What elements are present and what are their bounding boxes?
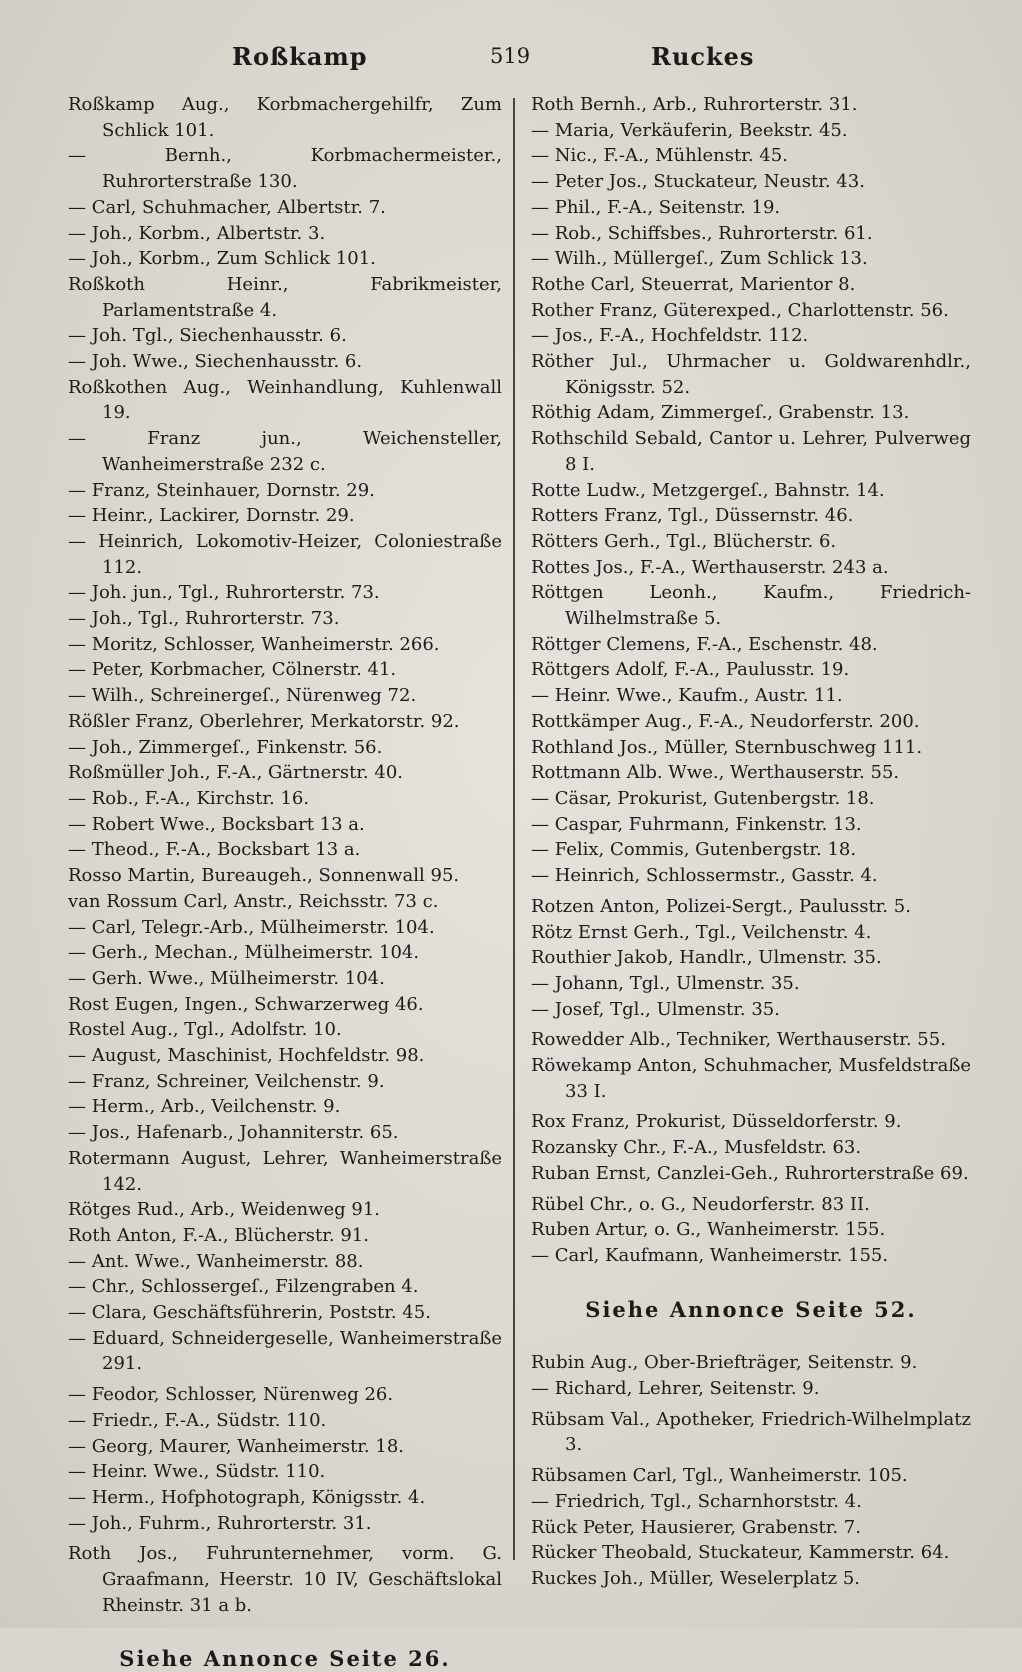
annonce-notice: Siehe Annonce Seite 26. [119, 1646, 451, 1672]
list-item: — Phil., F.-A., Seitenstr. 19. [531, 196, 781, 218]
list-item: Rotte Ludw., Metzgergeſ., Bahnstr. 14. [531, 479, 885, 501]
list-item: Rottmann Alb. Wwe., Werthauserstr. 55. [531, 762, 900, 784]
list-item: Röttgers Adolf, F.-A., Paulusstr. 19. [531, 659, 850, 681]
list-item: — Joh., Zimmergeſ., Finkenstr. 56. [68, 736, 383, 758]
list-item: — Herm., Arb., Veilchenstr. 9. [68, 1096, 341, 1118]
list-item: — Richard, Lehrer, Seitenstr. 9. [531, 1378, 820, 1400]
list-item: — Heinr., Lackirer, Dornstr. 29. [68, 505, 355, 527]
list-item: Roth Bernh., Arb., Ruhrorterstr. 31. [531, 94, 858, 115]
list-item: van Rossum Carl, Anstr., Reichsstr. 73 c. [68, 890, 439, 912]
list-item: — Felix, Commis, Gutenbergstr. 18. [531, 839, 857, 861]
list-item: Rücker Theobald, Stuckateur, Kammerstr. 64. [531, 1542, 950, 1564]
list-item: — Carl, Kaufmann, Wanheimerstr. 155. [531, 1244, 889, 1266]
annonce-notice: Siehe Annonce Seite 52. [585, 1296, 917, 1322]
list-item: — Georg, Maurer, Wanheimerstr. 18. [68, 1435, 404, 1457]
list-item: — Josef, Tgl., Ulmenstr. 35. [531, 998, 780, 1020]
list-item: Rotermann August, Lehrer, Wanheimerstraße 142. [68, 1147, 502, 1195]
list-item: Rück Peter, Hausierer, Grabenstr. 7. [531, 1516, 861, 1538]
right-column [531, 92, 971, 1592]
list-item: — Feodor, Schlosser, Nürenweg 26. [68, 1384, 394, 1406]
list-item: — Franz, Schreiner, Veilchenstr. 9. [68, 1070, 385, 1092]
list-item: — Caspar, Fuhrmann, Finkenstr. 13. [531, 813, 862, 835]
list-item: Rübel Chr., o. G., Neudorferstr. 83 II. [531, 1193, 870, 1215]
list-item: — Herm., Hofphotograph, Königsstr. 4. [68, 1486, 426, 1508]
list-item: Roßkamp Aug., Korbmachergehilfr, Zum Schlick 101. [68, 94, 502, 141]
list-item: — Rob., F.-A., Kirchstr. 16. [68, 787, 310, 809]
page-number: 519 [490, 44, 531, 68]
list-item: Röther Jul., Uhrmacher u. Goldwarenhdlr., Königsstr. 52. [531, 351, 971, 398]
list-item: — Heinr. Wwe., Kaufm., Austr. 11. [531, 685, 843, 707]
list-item: — Joh. Tgl., Siechenhausstr. 6. [68, 325, 347, 347]
list-item: — Wilh., Müllergeſ., Zum Schlick 13. [531, 248, 868, 270]
list-item: Ruben Artur, o. G., Wanheimerstr. 155. [531, 1219, 886, 1241]
list-item: Rötz Ernst Gerh., Tgl., Veilchenstr. 4. [531, 921, 872, 943]
list-item: — Theod., F.-A., Bocksbart 13 a. [68, 839, 361, 861]
list-item: Routhier Jakob, Handlr., Ulmenstr. 35. [531, 947, 882, 969]
list-item: — Joh. jun., Tgl., Ruhrorterstr. 73. [68, 582, 380, 604]
list-item: — Joh., Korbm., Zum Schlick 101. [68, 248, 376, 270]
list-item: — Peter, Korbmacher, Cölnerstr. 41. [68, 659, 397, 681]
list-item: Rox Franz, Prokurist, Düsseldorferstr. 9. [531, 1111, 902, 1133]
list-item: — Heinrich, Lokomotiv-Heizer, Coloniestraße 112. [68, 530, 502, 578]
list-item: — Nic., F.-A., Mühlenstr. 45. [531, 145, 788, 167]
list-item: — Friedrich, Tgl., Scharnhorststr. 4. [531, 1490, 862, 1512]
list-item: Rübsamen Carl, Tgl., Wanheimerstr. 105. [531, 1465, 908, 1487]
list-item: Rost Eugen, Ingen., Schwarzerweg 46. [68, 993, 424, 1015]
list-item: — Clara, Geschäftsführerin, Poststr. 45. [68, 1302, 431, 1324]
list-item: Rottkämper Aug., F.-A., Neudorferstr. 200. [531, 710, 920, 732]
list-item: Ruckes Joh., Müller, Weselerplatz 5. [531, 1567, 861, 1589]
list-item: — Wilh., Schreinergeſ., Nürenweg 72. [68, 685, 417, 707]
list-item: — Joh., Korbm., Albertstr. 3. [68, 222, 326, 244]
list-item: — Jos., F.-A., Hochfeldstr. 112. [531, 325, 809, 347]
list-item: — Peter Jos., Stuckateur, Neustr. 43. [531, 171, 865, 193]
list-item: — Friedr., F.-A., Südstr. 110. [68, 1409, 327, 1431]
header-left-keyword: Roßkamp [232, 42, 368, 71]
list-item: — August, Maschinist, Hochfeldstr. 98. [68, 1045, 425, 1067]
list-item: Rosso Martin, Bureaugeh., Sonnenwall 95. [68, 865, 460, 887]
list-item: — Gerh., Mechan., Mülheimerstr. 104. [68, 942, 420, 964]
list-item: — Bernh., Korbmachermeister., Ruhrorterstraße 130. [68, 145, 502, 193]
list-item: — Johann, Tgl., Ulmenstr. 35. [531, 972, 800, 994]
left-column [68, 92, 502, 1672]
list-item: — Cäsar, Prokurist, Gutenbergstr. 18. [531, 787, 875, 809]
list-item: Rostel Aug., Tgl., Adolfstr. 10. [68, 1019, 342, 1041]
list-item: Roth Jos., Fuhrunternehmer, vorm. G. Graafmann, Heerstr. 10 IV, Geschäftslokal Rheinstr. 31 a b. [68, 1543, 502, 1616]
list-item: Roßkothen Aug., Weinhandlung, Kuhlenwall 19. [68, 376, 502, 424]
list-item: Rottes Jos., F.-A., Werthauserstr. 243 a. [531, 556, 889, 578]
column-divider [513, 98, 515, 1560]
list-item: — Robert Wwe., Bocksbart 13 a. [68, 813, 365, 835]
list-item: Ruban Ernst, Canzlei-Geh., Ruhrorterstraße 69. [531, 1162, 969, 1184]
list-item: — Joh., Tgl., Ruhrorterstr. 73. [68, 608, 340, 630]
list-item: Roßkoth Heinr., Fabrikmeister, Parlamentstraße 4. [68, 273, 502, 321]
list-item: Roth Anton, F.-A., Blücherstr. 91. [68, 1224, 369, 1246]
list-item: Rothe Carl, Steuerrat, Marientor 8. [531, 273, 856, 295]
list-item: Rothland Jos., Müller, Sternbuschweg 111. [531, 736, 923, 758]
list-item: — Ant. Wwe., Wanheimerstr. 88. [68, 1250, 364, 1272]
list-item: Rubin Aug., Ober-Briefträger, Seitenstr. 9. [531, 1352, 918, 1374]
list-item: — Joh. Wwe., Siechenhausstr. 6. [68, 351, 363, 373]
list-item: Rötters Gerh., Tgl., Blücherstr. 6. [531, 530, 837, 552]
list-item: — Heinr. Wwe., Südstr. 110. [68, 1461, 326, 1483]
list-item: Röwekamp Anton, Schuhmacher, Musfeldstraße 33 I. [531, 1055, 971, 1102]
list-item: — Carl, Telegr.-Arb., Mülheimerstr. 104. [68, 916, 435, 938]
list-item: Rother Franz, Güterexped., Charlottenstr. 56. [531, 299, 949, 321]
header-right-keyword: Ruckes [651, 42, 755, 71]
list-item: — Eduard, Schneidergeselle, Wanheimerstraße 291. [68, 1327, 502, 1375]
list-item: Rübsam Val., Apotheker, Friedrich-Wilhelmplatz 3. [531, 1408, 971, 1456]
list-item: — Joh., Fuhrm., Ruhrorterstr. 31. [68, 1512, 372, 1534]
list-item: — Moritz, Schlosser, Wanheimerstr. 266. [68, 633, 440, 655]
list-item: — Rob., Schiffsbes., Ruhrorterstr. 61. [531, 222, 873, 244]
list-item: Röthig Adam, Zimmergeſ., Grabenstr. 13. [531, 402, 910, 424]
list-item: — Franz jun., Weichensteller, Wanheimerstraße 232 c. [68, 428, 502, 475]
list-item: — Maria, Verkäuferin, Beekstr. 45. [531, 119, 848, 141]
list-item: — Gerh. Wwe., Mülheimerstr. 104. [68, 967, 385, 989]
list-item: Rotzen Anton, Polizei-Sergt., Paulusstr. 5. [531, 895, 911, 917]
list-item: Rowedder Alb., Techniker, Werthauserstr. 55. [531, 1029, 946, 1051]
list-item: — Chr., Schlossergeſ., Filzengraben 4. [68, 1276, 419, 1298]
list-item: — Jos., Hafenarb., Johanniterstr. 65. [68, 1122, 399, 1144]
list-item: — Carl, Schuhmacher, Albertstr. 7. [68, 196, 386, 218]
list-item: Röttger Clemens, F.-A., Eschenstr. 48. [531, 633, 878, 655]
list-item: Rotters Franz, Tgl., Düssernstr. 46. [531, 505, 854, 527]
list-item: Rozansky Chr., F.-A., Musfeldstr. 63. [531, 1137, 862, 1159]
page-header [0, 42, 1022, 78]
list-item: Rötges Rud., Arb., Weidenweg 91. [68, 1199, 381, 1221]
list-item: Röttgen Leonh., Kaufm., Friedrich-Wilhelmstraße 5. [531, 582, 971, 630]
list-item: — Heinrich, Schlossermstr., Gasstr. 4. [531, 865, 878, 887]
list-item: Rothschild Sebald, Cantor u. Lehrer, Pulverweg 8 I. [531, 428, 971, 475]
list-item: Rößler Franz, Oberlehrer, Merkatorstr. 92. [68, 710, 460, 732]
list-item: — Franz, Steinhauer, Dornstr. 29. [68, 479, 375, 501]
list-item: Roßmüller Joh., F.-A., Gärtnerstr. 40. [68, 762, 403, 784]
